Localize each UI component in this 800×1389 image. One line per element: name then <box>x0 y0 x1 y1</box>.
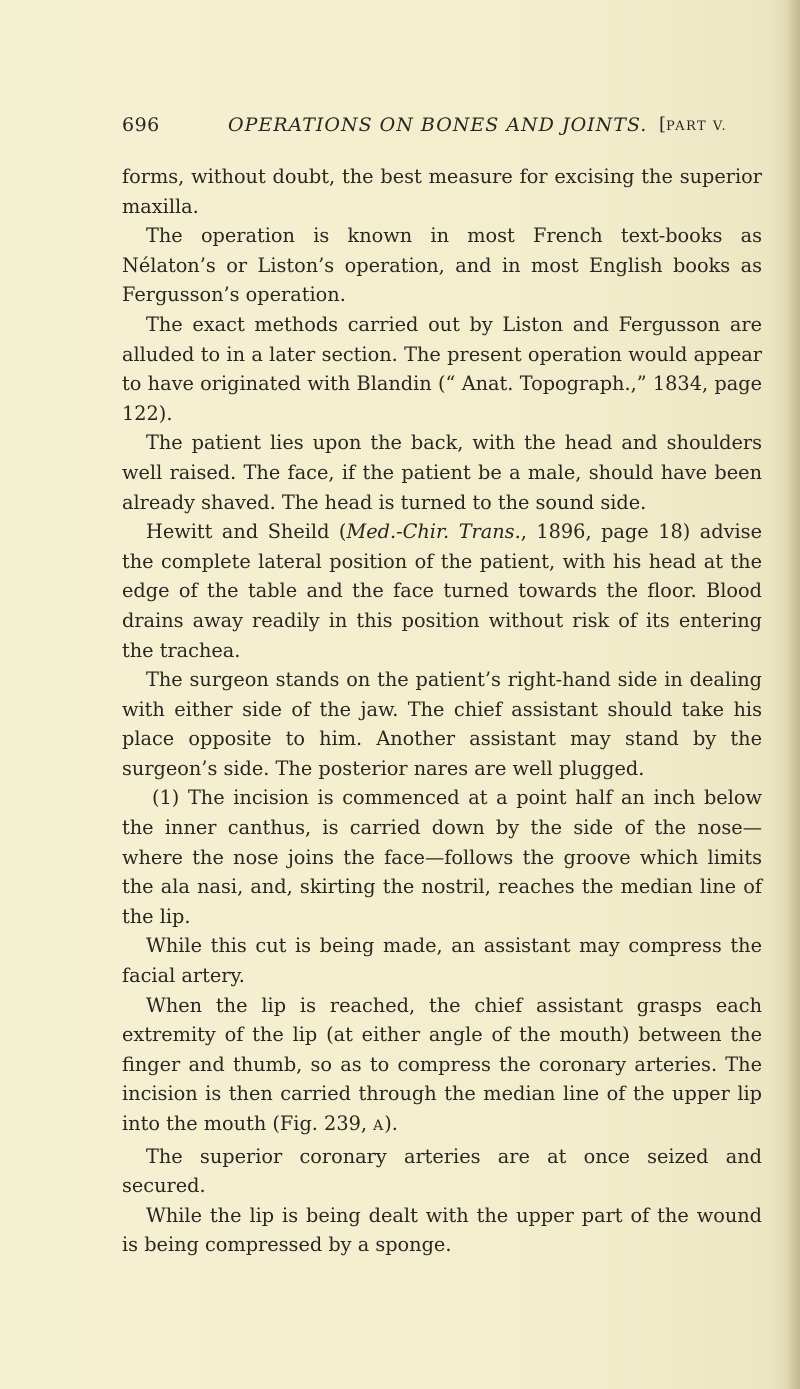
running-title: OPERATIONS ON BONES AND JOINTS. <box>228 114 648 136</box>
paragraph-11: While the lip is being dealt with the upper part of the wound is being compressed by a sponge. <box>122 1203 762 1257</box>
part-bracket: [ <box>659 114 667 135</box>
paragraph-3: The exact methods carried out by Liston and Fergusson are alluded to in a later section. The present operation would appear to have originated with Blandin (“ Anat. Topograph.,” 1834, page 122). <box>122 312 762 425</box>
part-text: PART V. <box>666 119 728 134</box>
paragraph-2: The operation is known in most French text-books as Nélaton’s or Liston’s operation, and in most English books as Fergusson’s operation. <box>122 224 762 307</box>
figure-reference: A <box>373 1118 385 1134</box>
paragraph-8: While this cut is being made, an assistant may compress the facial artery. <box>122 934 762 988</box>
paragraph-9-end: ). <box>384 1112 398 1135</box>
page-edge-shadow <box>786 0 800 1389</box>
page-number: 696 <box>122 114 160 136</box>
part-label <box>659 114 727 135</box>
body-text <box>122 162 762 1260</box>
paragraph-5 <box>122 517 762 665</box>
paragraph-9 <box>122 991 762 1142</box>
paragraph-10: The superior coronary arteries are at once seized and secured. <box>122 1144 762 1198</box>
paragraph-4: The patient lies upon the back, with the head and shoulders well raised. The face, if the patient be a male, should have been already shaved. The head is turned to the sound side. <box>122 431 762 514</box>
paragraph-5-end: , 1896, page 18) advise the complete lateral position of the patient, with his head at the edge of the table and the face turned towards the floor. Blood drains away readily in this position without risk of its entering the trachea. <box>122 520 762 662</box>
paragraph-6: The surgeon stands on the patient’s right-hand side in dealing with either side of the jaw. The chief assistant should take his place opposite to him. Another assistant may stand by the surgeon’s side. The posterior nares are well plugged. <box>122 668 762 780</box>
running-header <box>122 114 728 144</box>
paragraph-7: (1) The incision is commenced at a point half an inch below the inner canthus, is carried down by the side of the nose—where the nose joins the face—follows the groove which limits the ala nasi, and, skirting the nostril, reaches the median line of the lip. <box>122 786 762 928</box>
paragraph-9-start: When the lip is reached, the chief assistant grasps each extremity of the lip (at either angle of the mouth) between the finger and thumb, so as to compress the coronary arteries. The incision is then carried through the median line of the upper lip into the mouth (Fig. 239, <box>122 993 762 1135</box>
paragraph-1: forms, without doubt, the best measure for excising the superior maxilla. <box>122 165 762 218</box>
journal-citation: Med.-Chir. Trans. <box>346 520 521 544</box>
paragraph-5-start: Hewitt and Sheild ( <box>146 520 347 544</box>
